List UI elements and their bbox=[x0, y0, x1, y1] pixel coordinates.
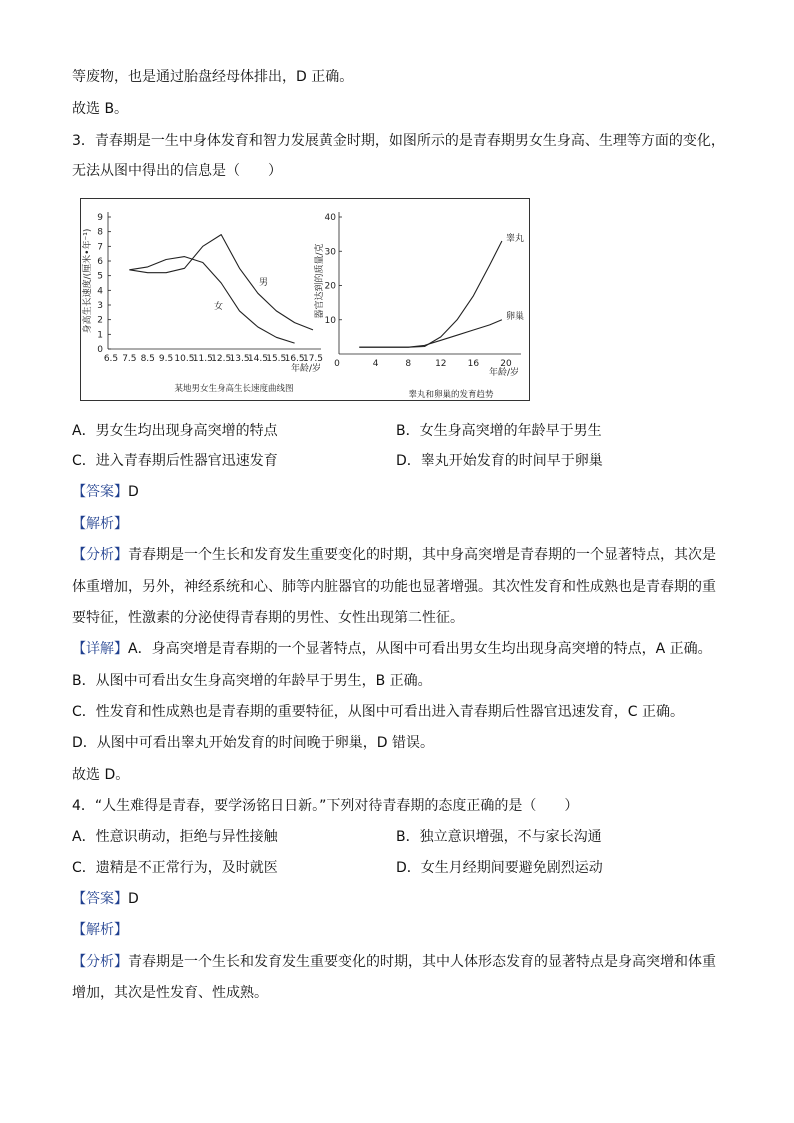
text-line-2: 故选 B。 bbox=[72, 101, 129, 117]
right-x-tick-label: 4 bbox=[372, 359, 379, 369]
left-x-tick-label: 17.5 bbox=[302, 354, 324, 364]
left-y-tick-label: 0 bbox=[97, 345, 103, 355]
detail-3-line-1 bbox=[72, 640, 712, 658]
analysis-3-text-1: 青春期是一个生长和发育发生重要变化的时期，其中身高突增是青春期的一个显著特点，其次是 bbox=[128, 547, 716, 563]
right-series-line-ovary bbox=[359, 320, 502, 347]
chart-growth-velocity bbox=[81, 212, 323, 394]
left-y-tick-label: 3 bbox=[97, 301, 103, 311]
answer-4-tag: 【答案】 bbox=[72, 891, 128, 907]
option-3-b: B．女生身高突增的年龄早于男生 bbox=[396, 423, 602, 439]
right-y-tick-label: 40 bbox=[324, 213, 336, 223]
left-y-tick-label: 9 bbox=[97, 213, 103, 223]
left-x-tick-label: 15.5 bbox=[266, 354, 287, 364]
left-x-tick-label: 8.5 bbox=[140, 354, 155, 364]
question-4: 4．“人生难得是青春，要学汤铭日日新。”下列对待青春期的态度正确的是（ ） bbox=[72, 798, 579, 814]
option-3-d: D．睾丸开始发育的时间早于卵巢 bbox=[396, 453, 603, 469]
legend-label-male: 男 bbox=[259, 278, 269, 288]
left-y-tick-label: 7 bbox=[97, 242, 103, 253]
figure-svg bbox=[81, 199, 531, 402]
left-y-tick-label: 2 bbox=[97, 315, 103, 326]
analysis-4-line-2: 增加，其次是性发育、性成熟。 bbox=[72, 985, 268, 1001]
detail-3-line-3: C．性发育和性成熟也是青春期的重要特征，从图中可看出进入青春期后性器官迅速发育，C 正确。 bbox=[72, 704, 684, 720]
analysis-3-line-1 bbox=[72, 546, 716, 564]
analysis-3-line-2: 体重增加，另外，神经系统和心、肺等内脏器官的功能也显著增强。其次性发育和性成熟也是青春期的重 bbox=[72, 579, 716, 595]
detail-3-line-2: B．从图中可看出女生身高突增的年龄早于男生，B 正确。 bbox=[72, 673, 432, 689]
option-3-c: C．进入青春期后性器官迅速发育 bbox=[72, 453, 278, 469]
detail-3-line-5: 故选 D。 bbox=[72, 767, 130, 783]
option-4-a: A．性意识萌动，拒绝与异性接触 bbox=[72, 829, 278, 845]
left-x-tick-label: 11.5 bbox=[192, 354, 213, 364]
left-x-tick-label: 9.5 bbox=[158, 354, 174, 364]
left-x-tick-label: 16.5 bbox=[284, 354, 305, 364]
analysis-3-heading: 【解析】 bbox=[72, 516, 128, 532]
option-4-d: D．女生月经期间要避免剧烈运动 bbox=[396, 860, 603, 876]
option-4-b: B．独立意识增强，不与家长沟通 bbox=[396, 829, 602, 845]
legend-label-female: 女 bbox=[214, 302, 224, 312]
answer-4-value: D bbox=[128, 891, 139, 907]
left-chart-caption: 某地男女生身高生长速度曲线图 bbox=[174, 384, 294, 394]
left-y-tick-label: 4 bbox=[97, 286, 103, 297]
analysis-4-heading: 【解析】 bbox=[72, 922, 128, 938]
left-x-tick-label: 13.5 bbox=[229, 354, 250, 364]
right-y-tick-label: 10 bbox=[324, 315, 336, 326]
option-3-a: A．男女生均出现身高突增的特点 bbox=[72, 423, 278, 439]
left-y-tick-label: 5 bbox=[97, 271, 103, 282]
chart-organ-development bbox=[313, 212, 524, 400]
right-y-axis-label: 器官达到的质量/克 bbox=[315, 243, 325, 319]
right-x-axis-label: 年龄/岁 bbox=[489, 368, 520, 378]
analysis-4-text-1: 青春期是一个生长和发育发生重要变化的时期，其中人体形态发育的显著特点是身高突增和体重 bbox=[128, 954, 716, 970]
detail-3-text-1: A．身高突增是青春期的一个显著特点，从图中可看出男女生均出现身高突增的特点，A 正确。 bbox=[128, 641, 712, 657]
right-y-tick-label: 20 bbox=[324, 281, 336, 292]
analysis-3-tag: 【分析】 bbox=[72, 547, 128, 563]
left-y-tick-label: 8 bbox=[97, 227, 103, 238]
left-y-tick-label: 6 bbox=[97, 257, 103, 267]
figure-growth-charts bbox=[80, 198, 530, 401]
option-4-c: C．遗精是不正常行为，及时就医 bbox=[72, 860, 278, 876]
answer-3-tag: 【答案】 bbox=[72, 484, 128, 500]
answer-4 bbox=[72, 890, 139, 908]
analysis-4-tag: 【分析】 bbox=[72, 954, 128, 970]
right-series-line-testis bbox=[359, 241, 502, 347]
left-x-tick-label: 7.5 bbox=[122, 354, 137, 364]
right-x-tick-label: 20 bbox=[500, 359, 512, 369]
answer-3-value: D bbox=[128, 484, 139, 500]
left-x-tick-label: 14.5 bbox=[247, 354, 268, 364]
right-x-tick-label: 0 bbox=[334, 359, 340, 369]
left-x-axis-label: 年龄/岁 bbox=[291, 364, 322, 374]
question-3-line-2: 无法从图中得出的信息是（ ） bbox=[72, 163, 282, 179]
right-y-tick-label: 30 bbox=[324, 247, 336, 258]
left-x-tick-label: 6.5 bbox=[103, 354, 119, 364]
legend-label-testis: 睾丸 bbox=[506, 234, 525, 244]
left-y-axis-label: 身高生长速度/(厘米•年⁻¹) bbox=[83, 228, 93, 334]
legend-label-ovary: 卵巢 bbox=[506, 312, 525, 322]
question-3-line-1: 3．青春期是一生中身体发育和智力发展黄金时期，如图所示的是青春期男女生身高、生理等方面的变化， bbox=[72, 133, 725, 149]
left-y-tick-label: 1 bbox=[97, 330, 103, 341]
left-x-tick-label: 10.5 bbox=[174, 354, 195, 364]
right-x-tick-label: 8 bbox=[405, 359, 412, 369]
text-line-1: 等废物，也是通过胎盘经母体排出，D 正确。 bbox=[72, 69, 354, 85]
left-series-line-female bbox=[129, 257, 294, 344]
right-x-tick-label: 12 bbox=[435, 359, 447, 369]
right-chart-caption: 睾丸和卵巢的发育趋势 bbox=[408, 390, 494, 400]
analysis-4-line-1 bbox=[72, 953, 716, 971]
detail-3-tag: 【详解】 bbox=[72, 641, 128, 657]
right-x-tick-label: 16 bbox=[467, 359, 480, 369]
analysis-3-line-3: 要特征，性激素的分泌使得青春期的男性、女性出现第二性征。 bbox=[72, 610, 464, 626]
answer-3 bbox=[72, 483, 139, 501]
detail-3-line-4: D．从图中可看出睾丸开始发育的时间晚于卵巢，D 错误。 bbox=[72, 735, 435, 751]
left-x-tick-label: 12.5 bbox=[211, 354, 232, 364]
